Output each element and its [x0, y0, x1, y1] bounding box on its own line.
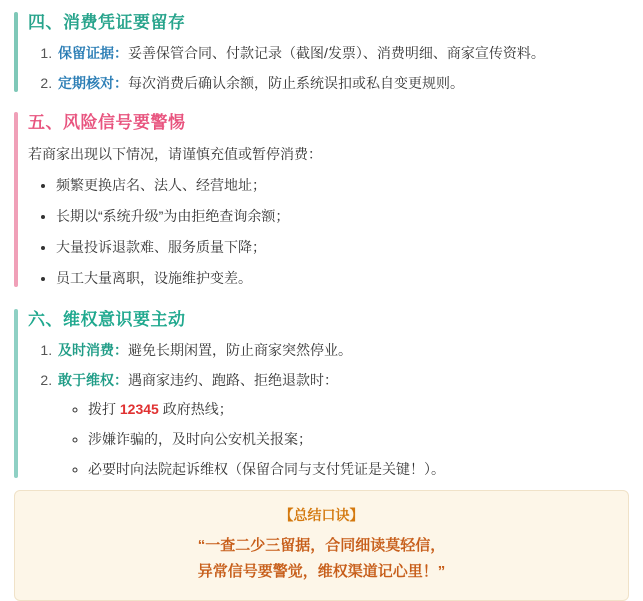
sub-item-prefix: 必要时向法院起诉维权（保留合同与支付凭证是关键！）。	[88, 461, 445, 478]
section-title: 六、维权意识要主动	[28, 310, 186, 330]
list-item	[56, 43, 629, 64]
list-item	[56, 73, 629, 94]
list-item-text: 每次消费后确认余额，防止系统误扣或私自变更规则。	[128, 75, 464, 91]
section-rights-protection	[14, 305, 629, 480]
list-item-lead: 敢于维权：	[58, 372, 128, 389]
list-item: • 大量投诉退款难、服务质量下降；	[56, 237, 629, 258]
summary-line-1: “一查二少三留据，合同细读莫轻信，	[197, 537, 446, 555]
list-item-lead: 定期核对：	[58, 75, 128, 91]
list-item: • 员工大量离职，设施维护变差。	[56, 268, 629, 289]
list-item-text: 避免长期闲置，防止商家突然停业。	[128, 342, 352, 359]
sub-item-prefix: 拨打	[88, 401, 120, 418]
sub-item-prefix: 涉嫌诈骗的，及时向公安机关报案；	[88, 431, 312, 448]
list-item-text: 妥善保管合同、付款记录（截图/发票）、消费明细、商家宣传资料。	[128, 45, 545, 61]
sub-item-suffix: 政府热线；	[158, 401, 233, 418]
list-item	[56, 340, 629, 361]
bullet-list	[28, 175, 629, 289]
hotline-number: 12345	[119, 401, 159, 418]
summary-line-2: 异常信号要警觉，维权渠道记心里！”	[197, 562, 446, 580]
sub-bullet-list	[58, 399, 629, 480]
section-consumption-vouchers	[14, 8, 629, 94]
section-accent-bar	[14, 12, 18, 92]
numbered-list	[28, 340, 629, 480]
list-item	[88, 399, 629, 420]
section-risk-signals	[14, 108, 629, 289]
list-item: • 频繁更换店名、法人、经营地址；	[56, 175, 629, 196]
list-item	[88, 429, 629, 450]
list-item	[88, 459, 629, 480]
summary-box	[14, 490, 629, 601]
list-item	[56, 370, 629, 480]
section-title: 五、风险信号要警惕	[28, 113, 186, 132]
list-item-lead: 保留证据：	[58, 45, 128, 61]
section-accent-bar	[14, 309, 18, 478]
section-accent-bar	[14, 112, 18, 287]
list-item-text: 遇商家违约、跑路、拒绝退款时：	[128, 372, 338, 389]
list-item-lead: 及时消费：	[58, 342, 128, 359]
list-item: • 长期以“系统升级”为由拒绝查询余额；	[56, 206, 629, 227]
section-title: 四、消费凭证要留存	[28, 13, 186, 32]
summary-title: 【总结口诀】	[279, 507, 364, 524]
section-intro: 若商家出现以下情况，请谨慎充值或暂停消费：	[28, 146, 322, 162]
numbered-list	[28, 43, 629, 94]
